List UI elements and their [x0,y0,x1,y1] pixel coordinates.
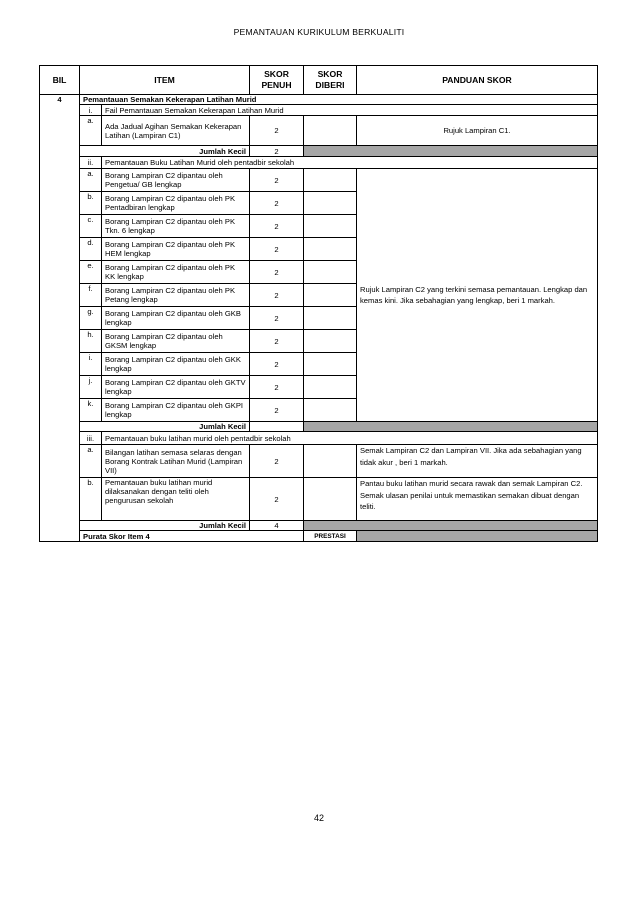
header-item: ITEM [80,66,250,95]
item-text: Borang Lampiran C2 dipantau oleh GKK lengkap [102,353,250,376]
item-text: Borang Lampiran C2 dipantau oleh GKSM lengkap [102,330,250,353]
item-text: Borang Lampiran C2 dipantau oleh PK Tkn. 6 lengkap [102,215,250,238]
item-skor-penuh: 2 [250,238,304,261]
section-title: Pemantauan Semakan Kekerapan Latihan Murid [80,95,598,105]
shaded-cell [304,521,598,531]
item-letter: b. [80,478,102,521]
scoring-table [39,65,598,542]
item-letter: g. [80,307,102,330]
item-skor-diberi[interactable] [304,238,357,261]
item-skor-diberi[interactable] [304,399,357,422]
item-skor-diberi[interactable] [304,215,357,238]
item-text: Borang Lampiran C2 dipantau oleh PK Petang lengkap [102,284,250,307]
header-skor-penuh: SKOR PENUH [250,66,304,95]
item-skor-penuh: 2 [250,307,304,330]
item-skor-penuh: 2 [250,478,304,521]
group-number: ii. [80,157,102,169]
item-text: Pemantauan buku latihan murid dilaksanakan dengan teliti oleh pengurusan sekolah [102,478,250,521]
item-letter: b. [80,192,102,215]
item-skor-diberi[interactable] [304,353,357,376]
item-skor-diberi[interactable] [304,445,357,478]
shaded-cell [304,422,598,432]
item-letter: a. [80,169,102,192]
item-skor-penuh: 2 [250,215,304,238]
item-letter: f. [80,284,102,307]
item-skor-penuh: 2 [250,445,304,478]
item-skor-penuh: 2 [250,192,304,215]
item-letter: k. [80,399,102,422]
item-skor-penuh: 2 [250,399,304,422]
item-text: Bilangan latihan semasa selaras dengan Borang Kontrak Latihan Murid (Lampiran VII) [102,445,250,478]
shaded-cell [304,146,598,157]
item-skor-diberi[interactable] [304,116,357,146]
item-text: Borang Lampiran C2 dipantau oleh Pengetua/ GB lengkap [102,169,250,192]
item-skor-penuh: 2 [250,330,304,353]
page-number: 42 [313,813,324,823]
header-panduan-skor: PANDUAN SKOR [357,66,598,95]
group-number: i. [80,105,102,116]
item-letter: c. [80,215,102,238]
subtotal-label: Jumlah Kecil [80,146,250,157]
item-letter: d. [80,238,102,261]
item-letter: h. [80,330,102,353]
item-letter: j. [80,376,102,399]
item-skor-diberi[interactable] [304,330,357,353]
item-letter: e. [80,261,102,284]
item-skor-penuh: 2 [250,376,304,399]
item-skor-diberi[interactable] [304,192,357,215]
group-number: iii. [80,432,102,445]
subtotal-value: 4 [250,521,304,531]
group-title: Fail Pemantauan Semakan Kekerapan Latihan Murid [102,105,598,116]
guide-text: Rujuk Lampiran C1. [357,116,598,146]
item-skor-penuh: 2 [250,284,304,307]
item-text: Ada Jadual Agihan Semakan Kekerapan Latihan (Lampiran C1) [102,116,250,146]
item-text: Borang Lampiran C2 dipantau oleh GKPI lengkap [102,399,250,422]
subtotal-value: 2 [250,146,304,157]
item-skor-diberi[interactable] [304,478,357,521]
item-skor-penuh: 2 [250,169,304,192]
item-letter: i. [80,353,102,376]
item-text: Borang Lampiran C2 dipantau oleh PK Pentadbiran lengkap [102,192,250,215]
group-title: Pemantauan buku latihan murid oleh pentadbir sekolah [102,432,598,445]
item-skor-penuh: 2 [250,116,304,146]
item-text: Borang Lampiran C2 dipantau oleh PK KK lengkap [102,261,250,284]
guide-text: Rujuk Lampiran C2 yang terkini semasa pemantauan. Lengkap dan kemas kini. Jika sebahagian yang lengkap, beri 1 markah. [357,169,598,422]
item-letter: a. [80,445,102,478]
item-skor-diberi[interactable] [304,169,357,192]
item-text: Borang Lampiran C2 dipantau oleh GKTV lengkap [102,376,250,399]
item-text: Borang Lampiran C2 dipantau oleh GKB lengkap [102,307,250,330]
item-skor-penuh: 2 [250,261,304,284]
header-bil: BIL [40,66,80,95]
subtotal-value [250,422,304,432]
group-title: Pemantauan Buku Latihan Murid oleh pentadbir sekolah [102,157,598,169]
guide-text: Semak Lampiran C2 dan Lampiran VII. Jika ada sebahagian yang tidak akur , beri 1 markah. [357,445,598,478]
item-skor-diberi[interactable] [304,376,357,399]
guide-text: Pantau buku latihan murid secara rawak dan semak Lampiran C2. Semak ulasan penilai untuk memastikan semakan dibuat dengan teliti. [357,478,598,521]
bil-number: 4 [40,95,80,542]
subtotal-label: Jumlah Kecil [80,521,250,531]
item-skor-diberi[interactable] [304,261,357,284]
page-header: PEMANTAUAN KURIKULUM BERKUALITI [233,27,405,37]
subtotal-label: Jumlah Kecil [80,422,250,432]
item-text: Borang Lampiran C2 dipantau oleh PK HEM lengkap [102,238,250,261]
item-skor-diberi[interactable] [304,284,357,307]
header-skor-diberi: SKOR DIBERI [304,66,357,95]
item-skor-penuh: 2 [250,353,304,376]
prestasi-label: PRESTASI [304,531,357,542]
shaded-cell [357,531,598,542]
purata-label: Purata Skor Item 4 [80,531,304,542]
item-skor-diberi[interactable] [304,307,357,330]
item-letter: a. [80,116,102,146]
